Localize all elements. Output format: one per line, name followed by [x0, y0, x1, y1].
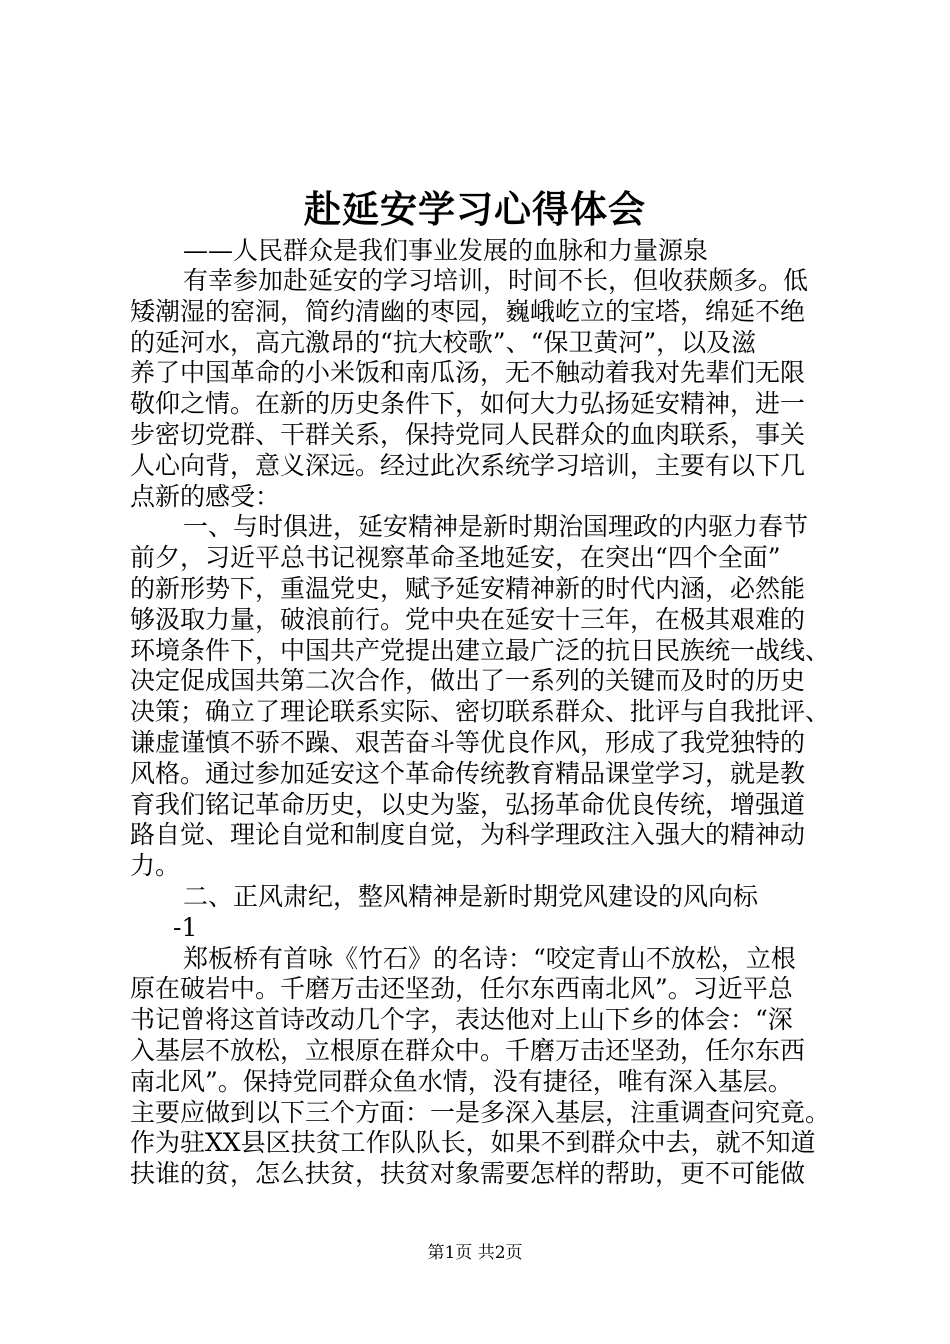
paragraph-line: 风格。通过参加延安这个革命传统教育精品课堂学习，就是教: [130, 758, 806, 788]
paragraph-line: 的延河水，高亢激昂的“抗大校歌”、“保卫黄河”，以及滋: [130, 327, 757, 357]
paragraph-line: 南北风”。保持党同群众鱼水情，没有捷径，唯有深入基层。: [130, 1066, 793, 1096]
paragraph-line: 郑板桥有首咏《竹石》的名诗：“咬定青山不放松，立根: [183, 943, 796, 973]
paragraph-line: 环境条件下，中国共产党提出建立最广泛的抗日民族统一战线、: [130, 635, 831, 665]
section-heading-line: 一、与时俱进，延安精神是新时期治国理政的内驱力春节: [183, 512, 809, 542]
section-heading-line: 二、正风肃纪，整风精神是新时期党风建设的风向标: [183, 881, 759, 911]
paragraph-line: 入基层不放松，立根原在群众中。千磨万击还坚劲，任尔东西: [130, 1035, 806, 1065]
paragraph-line: 的新形势下，重温党史，赋予延安精神新的时代内涵，必然能: [130, 573, 806, 603]
paragraph-line: 养了中国革命的小米饭和南瓜汤，无不触动着我对先辈们无限: [130, 358, 806, 388]
page-title: 赴延安学习心得体会: [304, 187, 646, 231]
paragraph-line: 原在破岩中。千磨万击还坚劲，任尔东西南北风”。习近平总: [130, 974, 793, 1004]
paragraph-line: 矮潮湿的窑洞，简约清幽的枣园，巍峨屹立的宝塔，绵延不绝: [130, 296, 806, 326]
paragraph-line: 人心向背，意义深远。经过此次系统学习培训，主要有以下几: [130, 450, 806, 480]
paragraph-line: 够汲取力量，破浪前行。党中央在延安十三年，在极其艰难的: [130, 604, 806, 634]
paragraph-line: 点新的感受：: [130, 481, 281, 511]
body-text: [130, 266, 870, 1190]
page-marker: -1: [173, 912, 198, 942]
paragraph-line: 步密切党群、干群关系，保持党同人民群众的血肉联系，事关: [130, 419, 806, 449]
paragraph-line: 主要应做到以下三个方面：一是多深入基层，注重调查问究竟。: [130, 1097, 831, 1127]
paragraph-line: 育我们铭记革命历史，以史为鉴，弘扬革命优良传统，增强道: [130, 789, 806, 819]
paragraph-line: 路自觉、理论自觉和制度自觉，为科学理政注入强大的精神动: [130, 820, 806, 850]
paragraph-line: 谦虚谨慎不骄不躁、艰苦奋斗等优良作风，形成了我党独特的: [130, 727, 806, 757]
subtitle: ——人民群众是我们事业发展的血脉和力量源泉: [183, 236, 709, 265]
paragraph-line: 决策；确立了理论联系实际、密切联系群众、批评与自我批评、: [130, 697, 831, 727]
paragraph-line: 敬仰之情。在新的历史条件下，如何大力弘扬延安精神，进一: [130, 389, 806, 419]
paragraph-line: 前夕，习近平总书记视察革命圣地延安，在突出“四个全面”: [130, 543, 781, 573]
paragraph-line: 力。: [130, 851, 181, 881]
page-footer: 第1页 共2页: [427, 1243, 523, 1263]
paragraph-line: 书记曾将这首诗改动几个字，表达他对上山下乡的体会：“深: [130, 1005, 793, 1035]
paragraph-line: 有幸参加赴延安的学习培训，时间不长，但收获颇多。低: [183, 266, 809, 295]
paragraph-line: 作为驻XX县区扶贫工作队队长，如果不到群众中去，就不知道: [130, 1128, 816, 1158]
paragraph-line: 决定促成国共第二次合作，做出了一系列的关键而及时的历史: [130, 666, 806, 696]
paragraph-line: 扶谁的贫，怎么扶贫，扶贫对象需要怎样的帮助，更不可能做: [130, 1159, 806, 1189]
